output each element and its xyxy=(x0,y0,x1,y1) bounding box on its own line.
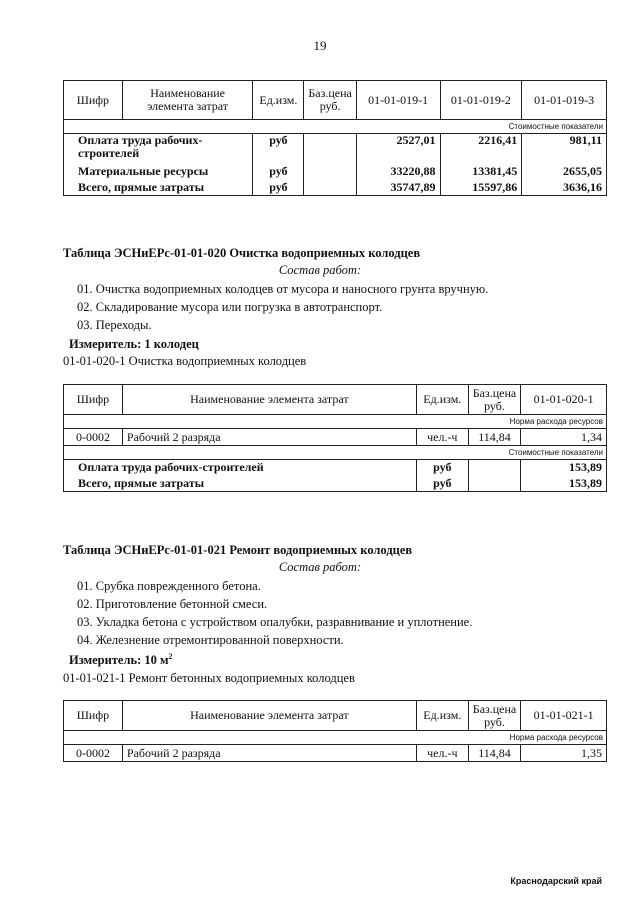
table-row xyxy=(64,460,607,476)
table-header-row xyxy=(64,385,607,415)
header-code: Шифр xyxy=(64,385,123,415)
cost-table-019 xyxy=(63,80,607,196)
row-price xyxy=(304,164,356,180)
row-price: 114,84 xyxy=(468,429,520,446)
row-unit: чел.-ч xyxy=(416,745,468,762)
row-v1: 33220,88 xyxy=(356,164,440,180)
row-value: 153,89 xyxy=(521,476,607,492)
row-v2: 13381,45 xyxy=(440,164,522,180)
header-price: Баз.цена руб. xyxy=(304,81,356,120)
header-col-2: 01-01-019-2 xyxy=(440,81,522,120)
table-row xyxy=(64,476,607,492)
row-unit: руб xyxy=(253,180,304,196)
row-price xyxy=(304,180,356,196)
work-item: 02. Приготовление бетонной смеси. xyxy=(77,597,268,611)
code-line: 01-01-021-1 Ремонт бетонных водоприемных колодцев xyxy=(63,671,355,685)
header-price: Баз.цена руб. xyxy=(468,701,520,731)
row-value: 1,34 xyxy=(521,429,607,446)
header-name: Наименование элемента затрат xyxy=(122,81,253,120)
table-row xyxy=(64,164,607,180)
row-price xyxy=(468,476,520,492)
norm-label: Норма расхода ресурсов xyxy=(64,415,607,429)
row-price xyxy=(468,460,520,476)
row-unit: руб xyxy=(253,134,304,164)
header-col-1: 01-01-021-1 xyxy=(521,701,607,731)
row-name: Оплата труда рабочих-строителей xyxy=(64,134,253,164)
row-code: 0-0002 xyxy=(64,429,123,446)
header-unit: Ед.изм. xyxy=(416,701,468,731)
table-row xyxy=(64,134,607,164)
header-code: Шифр xyxy=(64,81,123,120)
measure-sup: 2 xyxy=(168,652,173,661)
section-label: Стоимостные показатели xyxy=(64,120,607,134)
resource-table-020 xyxy=(63,384,607,492)
page-number: 19 xyxy=(313,38,327,53)
row-name: Всего, прямые затраты xyxy=(64,180,253,196)
row-unit: руб xyxy=(416,476,468,492)
norm-label: Норма расхода ресурсов xyxy=(64,731,607,745)
section-title: Таблица ЭСНиЕРс-01-01-021 Ремонт водоприемных колодцев xyxy=(63,543,413,557)
row-code: 0-0002 xyxy=(64,745,123,762)
row-unit: руб xyxy=(416,460,468,476)
row-price xyxy=(304,134,356,164)
row-v1: 2527,01 xyxy=(356,134,440,164)
row-v1: 35747,89 xyxy=(356,180,440,196)
header-unit: Ед.изм. xyxy=(416,385,468,415)
composition-label: Состав работ: xyxy=(278,560,362,574)
row-v3: 2655,05 xyxy=(522,164,607,180)
measure-text: Измеритель: 10 м xyxy=(69,653,169,668)
header-col-1: 01-01-020-1 xyxy=(521,385,607,415)
row-value: 1,35 xyxy=(521,745,607,762)
header-code: Шифр xyxy=(64,701,123,731)
table-header-row xyxy=(64,81,607,120)
header-unit: Ед.изм. xyxy=(253,81,304,120)
row-value: 153,89 xyxy=(521,460,607,476)
header-col-1: 01-01-019-1 xyxy=(356,81,440,120)
table-row xyxy=(64,180,607,196)
work-item: 04. Железнение отремонтированной поверхности. xyxy=(77,633,344,647)
row-name: Всего, прямые затраты xyxy=(64,476,417,492)
work-item: 01. Очистка водоприемных колодцев от мусора и наносного грунта вручную. xyxy=(77,282,489,296)
row-name: Материальные ресурсы xyxy=(64,164,253,180)
cost-label: Стоимостные показатели xyxy=(64,446,607,460)
code-line: 01-01-020-1 Очистка водоприемных колодцев xyxy=(63,354,307,368)
table-row xyxy=(64,429,607,446)
work-item: 02. Складирование мусора или погрузка в автотранспорт. xyxy=(77,300,383,314)
row-v2: 15597,86 xyxy=(440,180,522,196)
work-item: 01. Срубка поврежденного бетона. xyxy=(77,579,261,593)
composition-label: Состав работ: xyxy=(278,263,362,277)
header-name: Наименование элемента затрат xyxy=(122,385,416,415)
row-price: 114,84 xyxy=(468,745,520,762)
header-col-3: 01-01-019-3 xyxy=(522,81,607,120)
row-name: Оплата труда рабочих-строителей xyxy=(64,460,417,476)
row-name: Рабочий 2 разряда xyxy=(122,745,416,762)
table-row xyxy=(64,745,607,762)
row-v2: 2216,41 xyxy=(440,134,522,164)
footer-region: Краснодарский край xyxy=(510,876,602,886)
row-v3: 981,11 xyxy=(522,134,607,164)
row-unit: руб xyxy=(253,164,304,180)
table-header-row xyxy=(64,701,607,731)
work-item: 03. Укладка бетона с устройством опалубки, разравнивание и уплотнение. xyxy=(77,615,473,629)
header-name: Наименование элемента затрат xyxy=(122,701,416,731)
row-name: Рабочий 2 разряда xyxy=(122,429,416,446)
row-v3: 3636,16 xyxy=(522,180,607,196)
row-unit: чел.-ч xyxy=(416,429,468,446)
measure-unit xyxy=(69,652,173,668)
measure-unit: Измеритель: 1 колодец xyxy=(69,337,199,351)
section-title: Таблица ЭСНиЕРс-01-01-020 Очистка водоприемных колодцев xyxy=(63,246,421,260)
work-item: 03. Переходы. xyxy=(77,318,152,332)
header-price: Баз.цена руб. xyxy=(468,385,520,415)
resource-table-021 xyxy=(63,700,607,762)
